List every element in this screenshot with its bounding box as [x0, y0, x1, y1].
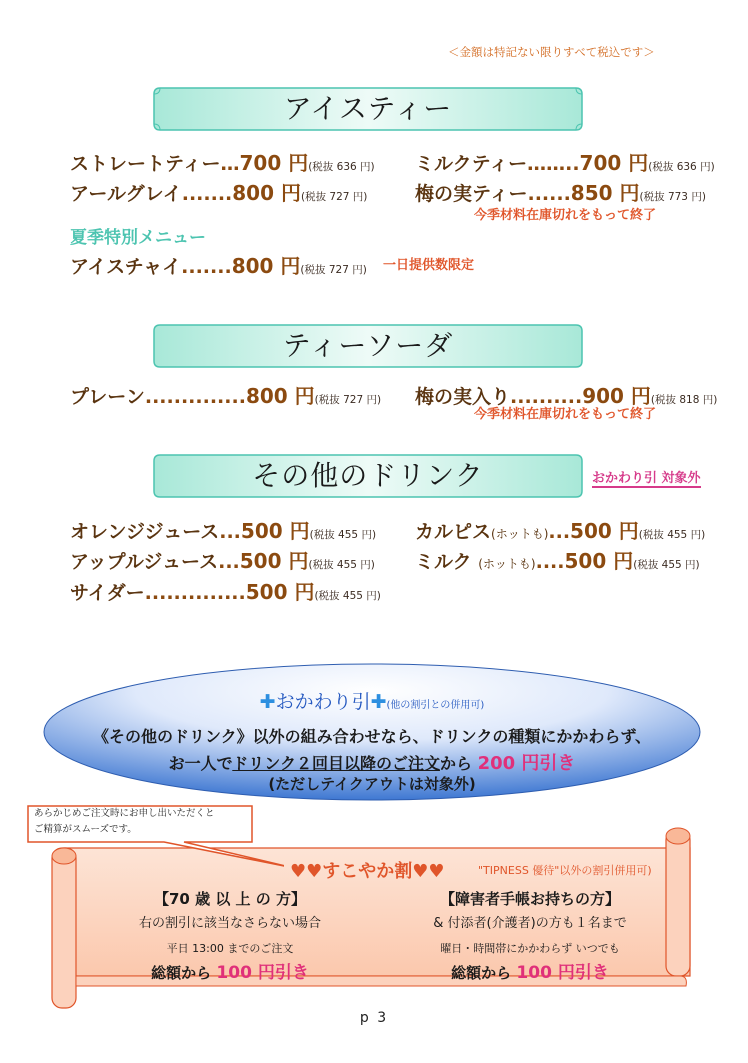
- plus-icon: ✚: [259, 691, 276, 713]
- menu-item-ume-tea: 梅の実ティー......850 円(税抜 773 円): [415, 181, 706, 205]
- menu-item-milk: ミルク (ホットも)....500 円(税抜 455 円): [415, 549, 700, 573]
- section-banner-tea-soda: [152, 323, 584, 369]
- menu-item-apple-juice: アップルジュース...500 円(税抜 455 円): [70, 549, 375, 573]
- disability-discount-column: 【障害者手帳お持ちの方】 & 付添者(介護者)の方も１名まで 曜日・時間帯にかかわらず いつでも 総額から 100 円引き: [433, 890, 627, 983]
- plus-icon: ✚: [370, 691, 387, 713]
- daily-limited-note: 一日提供数限定: [383, 258, 475, 273]
- page-number: p 3: [359, 1010, 389, 1026]
- menu-item-cider: サイダー..............500 円(税抜 455 円): [70, 580, 381, 604]
- section-title: その他のドリンク: [252, 459, 484, 492]
- refill-title-line: ✚おかわり引✚(他の割引との併用可): [259, 691, 485, 713]
- refill-exclusion-tag: おかわり引 対象外: [592, 467, 701, 488]
- section-banner-iced-tea: [152, 86, 584, 132]
- menu-item-plain-soda: プレーン..............800 円(税抜 727 円): [70, 384, 382, 408]
- limited-stock-note: 今季材料在庫切れをもって終了: [474, 208, 657, 223]
- section-banner-other-drinks: [152, 453, 584, 499]
- section-title: ティーソーダ: [282, 329, 454, 362]
- summer-special-label: 夏季特別メニュー: [70, 228, 206, 248]
- menu-item-orange-juice: オレンジジュース...500 円(税抜 455 円): [70, 519, 377, 543]
- sukoyaka-title: ♥♥すこやか割♥♥: [290, 861, 445, 882]
- menu-item-iced-chai: アイスチャイ.......800 円(税抜 727 円): [70, 254, 367, 278]
- menu-item-calpis: カルピス(ホットも)...500 円(税抜 455 円): [415, 519, 706, 543]
- menu-item-earl-grey: アールグレイ.......800 円(税抜 727 円): [70, 181, 368, 205]
- refill-condition-line: 《その他のドリンク》以外の組み合わせなら、ドリンクの種類にかかわらず、: [92, 727, 652, 746]
- menu-item-milk-tea: ミルクティー……..700 円(税抜 636 円): [415, 151, 715, 175]
- section-title: アイスティー: [283, 92, 453, 125]
- sukoyaka-combination-note: "TIPNESS 優待"以外の割引併用可): [478, 864, 652, 877]
- tax-included-note: ＜金額は特記ない限りすべて税込です＞: [448, 45, 655, 59]
- advance-notice-callout: あらかじめご注文時にお申し出いただくと ご精算がスムーズです。: [34, 808, 215, 835]
- refill-discount-line: お一人でドリンク２回目以降のご注文から 200 円引き: [168, 753, 576, 774]
- limited-stock-note: 今季材料在庫切れをもって終了: [474, 407, 657, 422]
- senior-discount-column: 【70 歳 以 上 の 方】 右の割引に該当なさらない場合 平日 13:00 までのご注文 総額から 100 円引き: [138, 890, 321, 983]
- menu-item-straight-tea: ストレートティー…700 円(税抜 636 円): [70, 151, 375, 175]
- menu-item-ume-soda: 梅の実入り..........900 円(税抜 818 円): [415, 384, 718, 408]
- refill-takeout-note: (ただしテイクアウトは対象外): [268, 775, 476, 793]
